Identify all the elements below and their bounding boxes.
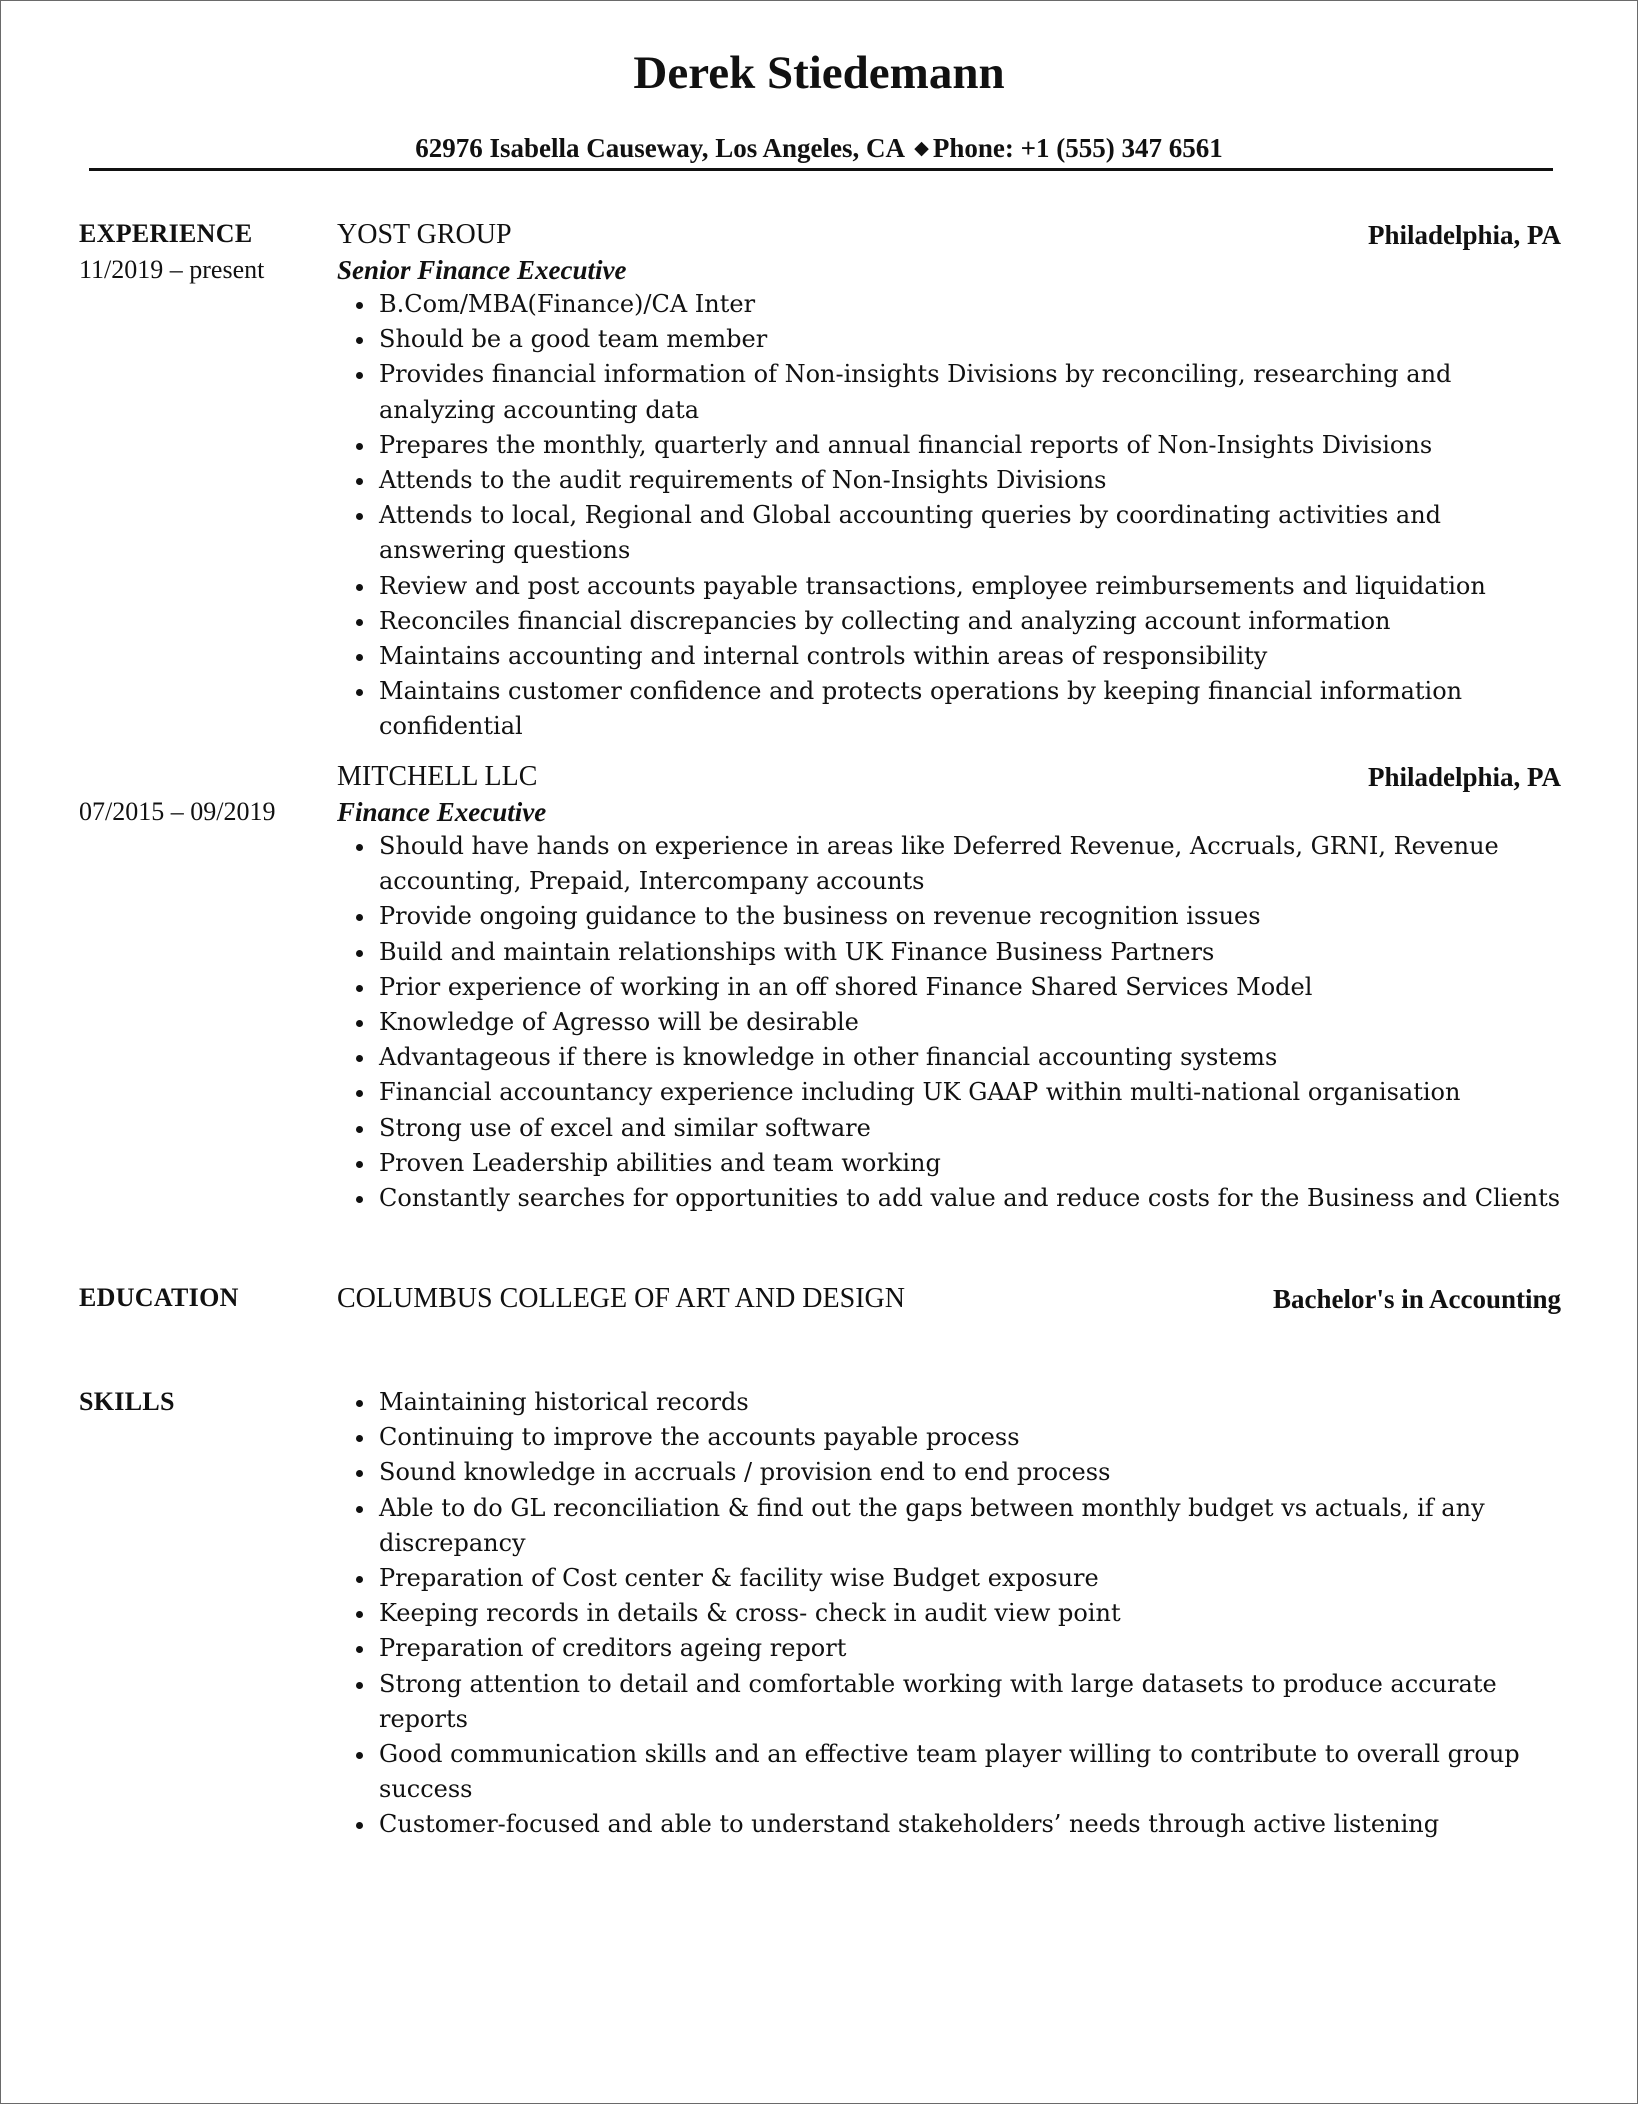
diamond-separator-icon: ◆ (914, 138, 929, 159)
list-item: Advantageous if there is knowledge in other financial accounting systems (337, 1040, 1561, 1075)
list-item: Should have hands on experience in areas like Deferred Revenue, Accruals, GRNI, Revenue accounting, Prepaid, Intercompany accounts (337, 829, 1561, 899)
list-item: Preparation of Cost center & facility wise Budget exposure (337, 1561, 1561, 1596)
section-label-education: EDUCATION (79, 1283, 239, 1312)
list-item: Strong attention to detail and comfortable working with large datasets to produce accurate reports (337, 1667, 1561, 1737)
list-item: Maintains customer confidence and protects operations by keeping financial information confidential (337, 674, 1561, 744)
job-header (337, 759, 1561, 795)
list-item: Sound knowledge in accruals / provision end to end process (337, 1455, 1561, 1490)
list-item: Good communication skills and an effective team player willing to contribute to overall group success (337, 1737, 1561, 1807)
list-item: Continuing to improve the accounts payable process (337, 1420, 1561, 1455)
list-item: Provides financial information of Non-insights Divisions by reconciling, researching and analyzing accounting data (337, 357, 1561, 427)
education-school: COLUMBUS COLLEGE OF ART AND DESIGN (337, 1283, 905, 1314)
job-location: Philadelphia, PA (1367, 220, 1561, 250)
list-item: Maintaining historical records (337, 1385, 1561, 1420)
list-item: Provide ongoing guidance to the business on revenue recognition issues (337, 899, 1561, 934)
contact-address: 62976 Isabella Causeway, Los Angeles, CA (415, 133, 904, 163)
education-degree: Bachelor's in Accounting (1272, 1284, 1561, 1314)
list-item: Attends to local, Regional and Global accounting queries by coordinating activities and answering questions (337, 498, 1561, 568)
job-company: MITCHELL LLC (337, 761, 538, 792)
list-item: B.Com/MBA(Finance)/CA Inter (337, 287, 1561, 322)
job-entry-yost (337, 217, 1561, 745)
section-label-experience: EXPERIENCE (79, 219, 253, 248)
job-title: Senior Finance Executive (337, 255, 627, 285)
list-item: Customer-focused and able to understand stakeholders’ needs through active listening (337, 1807, 1561, 1842)
list-item: Attends to the audit requirements of Non-Insights Divisions (337, 463, 1561, 498)
candidate-name: Derek Stiedemann (633, 47, 1005, 99)
header-divider (89, 168, 1553, 171)
job-title: Finance Executive (337, 797, 547, 827)
list-item: Strong use of excel and similar software (337, 1111, 1561, 1146)
section-label-skills: SKILLS (79, 1387, 175, 1416)
contact-phone: Phone: +1 (555) 347 6561 (932, 133, 1223, 163)
list-item: Constantly searches for opportunities to add value and reduce costs for the Business and Clients (337, 1181, 1561, 1216)
list-item: Prior experience of working in an off shored Finance Shared Services Model (337, 970, 1561, 1005)
list-item: Proven Leadership abilities and team working (337, 1146, 1561, 1181)
list-item: Build and maintain relationships with UK Finance Business Partners (337, 935, 1561, 970)
list-item: Review and post accounts payable transactions, employee reimbursements and liquidation (337, 569, 1561, 604)
skills-entry (337, 1385, 1561, 1843)
list-item: Keeping records in details & cross- check in audit view point (337, 1596, 1561, 1631)
skills-list (337, 1385, 1561, 1843)
education-entry (337, 1281, 1561, 1317)
job-header (337, 217, 1561, 253)
education-header (337, 1281, 1561, 1317)
job-company: YOST GROUP (337, 219, 512, 250)
job-entry-mitchell (337, 759, 1561, 1216)
list-item: Knowledge of Agresso will be desirable (337, 1005, 1561, 1040)
list-item: Financial accountancy experience including UK GAAP within multi-national organisation (337, 1075, 1561, 1110)
list-item: Maintains accounting and internal controls within areas of responsibility (337, 639, 1561, 674)
list-item: Preparation of creditors ageing report (337, 1631, 1561, 1666)
job-bullet-list (337, 829, 1561, 1216)
list-item: Able to do GL reconciliation & find out the gaps between monthly budget vs actuals, if any discrepancy (337, 1491, 1561, 1561)
job-location: Philadelphia, PA (1367, 762, 1561, 792)
list-item: Prepares the monthly, quarterly and annual financial reports of Non-Insights Divisions (337, 428, 1561, 463)
list-item: Reconciles financial discrepancies by collecting and analyzing account information (337, 604, 1561, 639)
contact-line (1, 131, 1637, 169)
job-dates: 07/2015 – 09/2019 (79, 797, 276, 826)
list-item: Should be a good team member (337, 322, 1561, 357)
job-dates: 11/2019 – present (79, 255, 265, 284)
job-bullet-list (337, 287, 1561, 745)
